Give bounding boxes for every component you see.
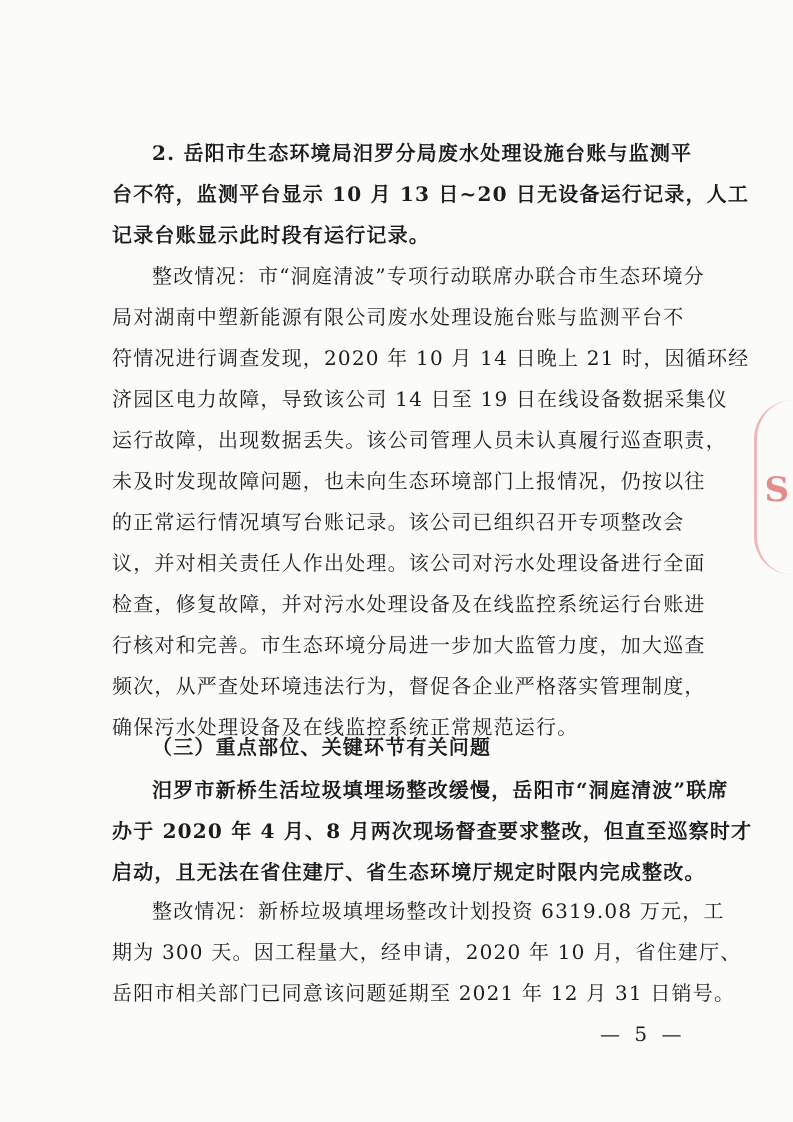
text-line: 2. 岳阳市生态环境局汨罗分局废水处理设施台账与监测平 (152, 141, 693, 165)
text-line: 检查，修复故障，并对污水处理设备及在线监控系统运行台账进 (112, 592, 706, 616)
text-line: 启动，且无法在省住建厅、省生态环境厅规定时限内完成整改。 (112, 860, 706, 884)
rectification-paragraph-1 (112, 256, 750, 748)
text-line: 局对湖南中塑新能源有限公司废水处理设施台账与监测平台不 (112, 305, 685, 329)
text-line: 济园区电力故障，导致该公司 14 日至 19 日在线设备数据采集仪 (112, 387, 728, 411)
text-line: 行核对和完善。市生态环境分局进一步加大监管力度，加大巡查 (112, 633, 706, 657)
text-line: 办于 2020 年 4 月、8 月两次现场督查要求整改，但直至巡察时才 (112, 819, 753, 843)
text-line: 岳阳市相关部门已同意该问题延期至 2021 年 12 月 31 日销号。 (112, 981, 736, 1005)
section-heading (112, 727, 690, 768)
text-line: 期为 300 天。因工程量大，经申请，2020 年 10 月，省住建厅、 (112, 940, 742, 964)
text-line: 运行故障，出现数据丢失。该公司管理人员未认真履行巡查职责， (112, 428, 727, 452)
red-seal-mark: S (764, 470, 789, 510)
text-line: 未及时发现故障问题，也未向生态环境部门上报情况，仍按以往 (112, 469, 706, 493)
issue-paragraph (112, 770, 753, 893)
rectification-paragraph-2 (112, 891, 742, 1014)
issue-2-paragraph (112, 133, 750, 256)
text-line: 确保污水处理设备及在线监控系统正常规范运行。 (112, 715, 579, 739)
section-heading-text: （三）重点部位、关键环节有关问题 (152, 735, 492, 759)
text-line: 记录台账显示此时段有运行记录。 (112, 223, 430, 247)
text-line: 整改情况：市“洞庭清波”专项行动联席办联合市生态环境分 (152, 264, 705, 288)
text-line: 台不符，监测平台显示 10 月 13 日~20 日无设备运行记录，人工 (112, 182, 750, 206)
text-line: 的正常运行情况填写台账记录。该公司已组织召开专项整改会 (112, 510, 685, 534)
text-line: 频次，从严查处环境违法行为，督促各企业严格落实管理制度， (112, 674, 706, 698)
text-line: 整改情况：新桥垃圾填埋场整改计划投资 6319.08 万元，工 (152, 899, 725, 923)
text-line: 汨罗市新桥生活垃圾填埋场整改缓慢，岳阳市“洞庭清波”联席 (152, 778, 729, 802)
text-line: 议，并对相关责任人作出处理。该公司对污水处理设备进行全面 (112, 551, 706, 575)
page-number: — 5 — (600, 1022, 686, 1046)
text-line: 符情况进行调查发现，2020 年 10 月 14 日晚上 21 时，因循环经 (112, 346, 750, 370)
